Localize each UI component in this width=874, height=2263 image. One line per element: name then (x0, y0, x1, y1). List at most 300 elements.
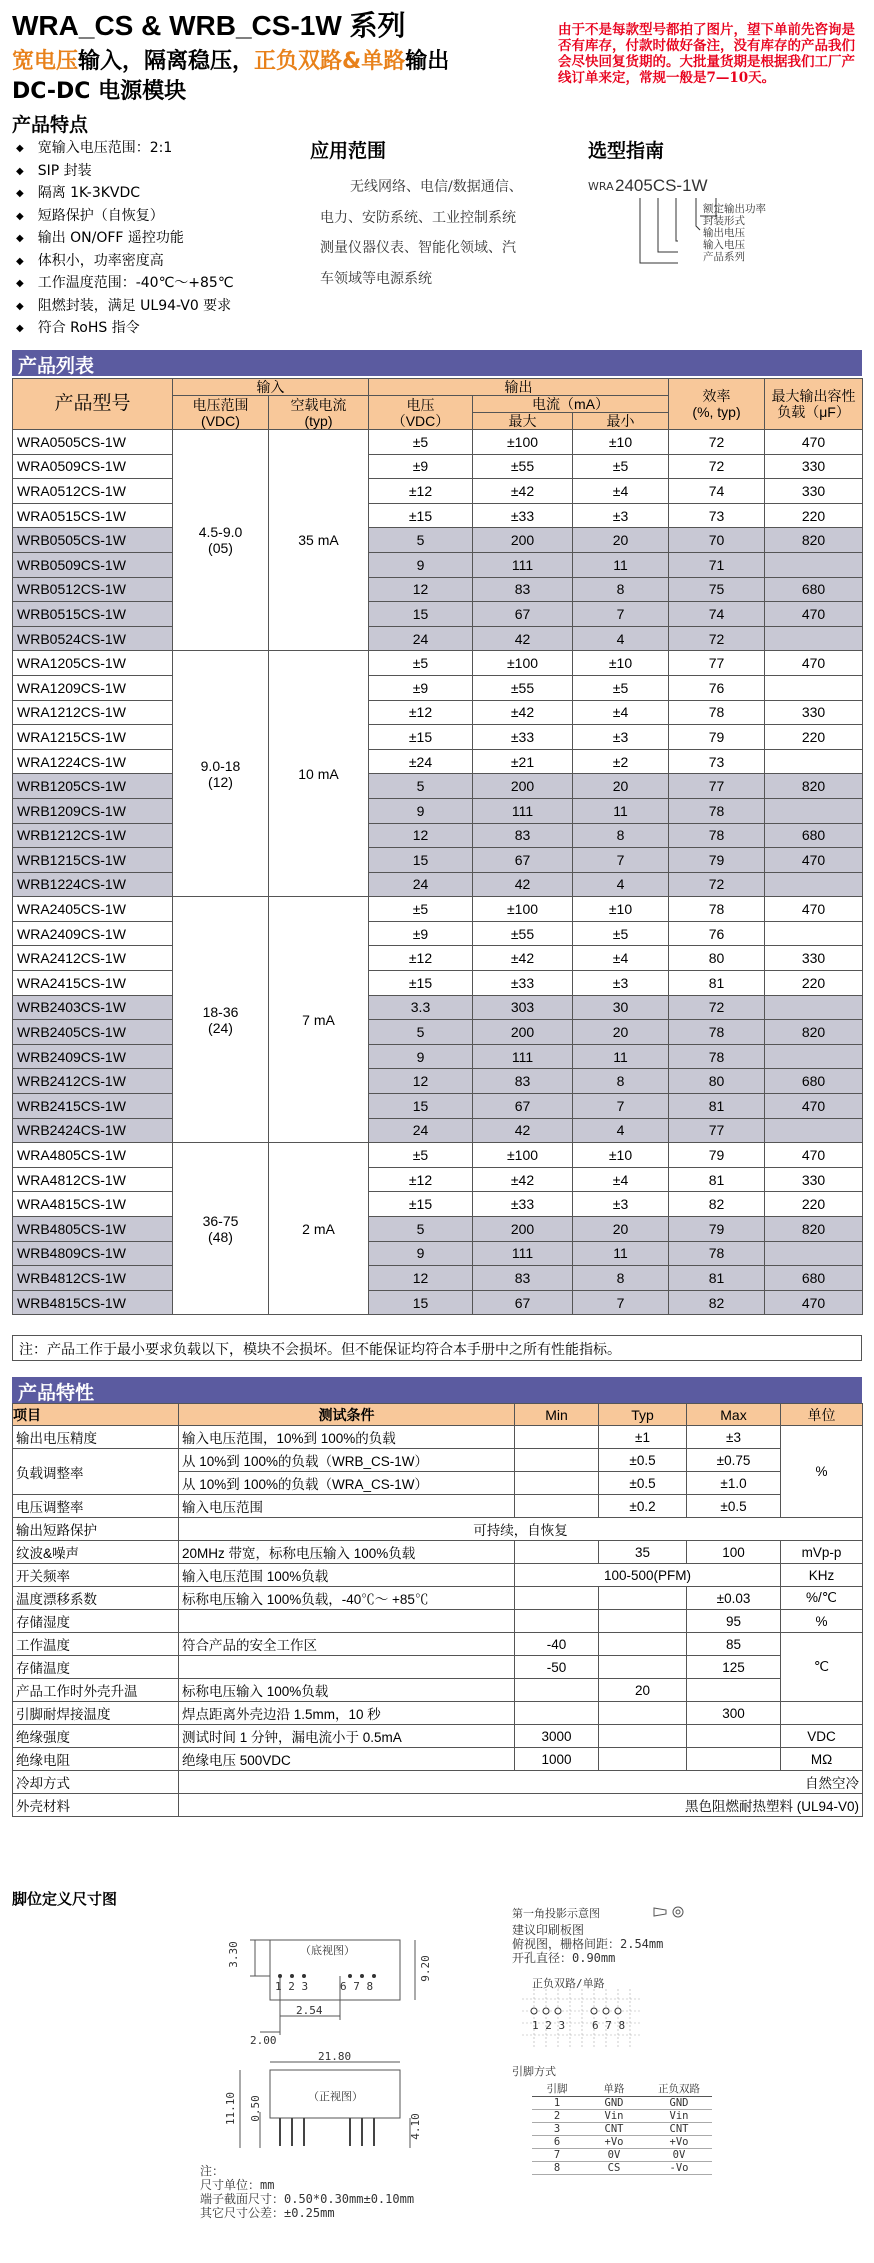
dim-label: 9.20 (418, 1955, 432, 1982)
header-text: 负载（μF） (777, 404, 850, 420)
spec-cell: 引脚耐焊接温度 (13, 1702, 179, 1725)
bottom-view-lines (200, 1920, 460, 2050)
product-cell: 220 (765, 1192, 863, 1217)
product-cell: 220 (765, 725, 863, 750)
product-cell: 71 (669, 552, 765, 577)
product-cell: 75 (669, 577, 765, 602)
spec-col: Min (515, 1404, 599, 1426)
product-row (13, 971, 863, 996)
product-cell: 80 (669, 1069, 765, 1094)
product-row (13, 577, 863, 602)
spec-row (13, 1610, 863, 1633)
vrange-text: 4.5-9.0 (198, 524, 243, 541)
product-cell: WRB2409CS-1W (13, 1044, 173, 1069)
spec-cell: ±1 (599, 1426, 687, 1449)
spec-cell: 300 (687, 1702, 781, 1725)
product-cell: ±12 (369, 700, 473, 725)
header-text: 最大输出容性 (771, 388, 856, 404)
product-cell: WRB2405CS-1W (13, 1020, 173, 1045)
product-cell: 820 (765, 774, 863, 799)
product-cell: 78 (669, 1044, 765, 1069)
pin-col: 正负双路 (646, 2081, 712, 2097)
product-cell: 4 (573, 872, 669, 897)
spec-cell: 黑色阻燃耐热塑料 (UL94-V0) (179, 1794, 863, 1817)
product-row (13, 430, 863, 455)
product-cell: WRA4812CS-1W (13, 1167, 173, 1192)
product-row (13, 1217, 863, 1242)
dim-label: 11.10 (224, 2091, 238, 2126)
product-cell: WRB2412CS-1W (13, 1069, 173, 1094)
selection-prefix: WRA (588, 180, 614, 193)
product-cell: 330 (765, 1167, 863, 1192)
spec-row (13, 1518, 863, 1541)
product-cell: 12 (369, 1069, 473, 1094)
header-text: 效率 (702, 388, 731, 404)
product-cell: 8 (573, 577, 669, 602)
feature-item: ◆ 短路保护（自恢复） (16, 206, 234, 229)
product-cell: 8 (573, 823, 669, 848)
product-cell: 20 (573, 774, 669, 799)
feature-item: ◆ 宽输入电压范围：2:1 (16, 138, 234, 161)
product-cell: ±12 (369, 946, 473, 971)
pin-method-label: 引脚方式 (512, 2065, 556, 2078)
spec-row (13, 1748, 863, 1771)
product-cell: 78 (669, 823, 765, 848)
product-cell: 72 (669, 430, 765, 455)
product-cell: 67 (473, 1290, 573, 1315)
subtitle-part: 宽电压 (12, 49, 79, 74)
product-cell: ±55 (473, 675, 573, 700)
product-cell: ±2 (573, 749, 669, 774)
feature-item: ◆ 体积小，功率密度高 (16, 251, 234, 274)
product-cell: 220 (765, 503, 863, 528)
spec-cell: 标称电压输入 100%负载 (179, 1679, 515, 1702)
spec-cell: 35 (599, 1541, 687, 1564)
pin-cell: 0V (582, 2149, 646, 2162)
spec-cell: 外壳材料 (13, 1794, 179, 1817)
application-line: 车领域等电源系统 (320, 270, 432, 287)
product-cell: 24 (369, 1118, 473, 1143)
voltage-range-cell (173, 897, 269, 1143)
spec-row (13, 1587, 863, 1610)
product-row (13, 749, 863, 774)
feature-item: ◆ 符合 RoHS 指令 (16, 318, 234, 341)
product-cell: 12 (369, 577, 473, 602)
spec-row (13, 1702, 863, 1725)
spec-col: 单位 (781, 1404, 863, 1426)
product-cell (765, 995, 863, 1020)
subtitle-part: 输入，隔离稳压， (78, 49, 255, 74)
spec-cell: 自然空冷 (179, 1771, 863, 1794)
spec-cell: ±0.5 (599, 1449, 687, 1472)
product-row (13, 1044, 863, 1069)
product-cell: WRB4809CS-1W (13, 1241, 173, 1266)
dim-label: 4.10 (408, 2113, 422, 2140)
product-cell: 470 (765, 430, 863, 455)
pcb-text: 俯视图，栅格间距：2.54mm (512, 1937, 664, 1951)
product-cell (765, 872, 863, 897)
vrange-nominal: (48) (208, 1228, 233, 1245)
product-cell: 5 (369, 1217, 473, 1242)
spec-cell: 3000 (515, 1725, 599, 1748)
product-row (13, 626, 863, 651)
product-row (13, 1118, 863, 1143)
selection-model: 2405CS-1W (615, 176, 708, 195)
product-cell: ±5 (369, 651, 473, 676)
spec-cell: 85 (687, 1633, 781, 1656)
spec-col: 测试条件 (179, 1404, 515, 1426)
product-cell: WRA0512CS-1W (13, 479, 173, 504)
product-cell: WRA2415CS-1W (13, 971, 173, 996)
product-cell: 20 (573, 1217, 669, 1242)
features-heading: 产品特点 (12, 114, 89, 136)
product-cell (765, 552, 863, 577)
spec-row (13, 1541, 863, 1564)
product-row (13, 823, 863, 848)
product-cell: WRA0505CS-1W (13, 430, 173, 455)
subtitle (12, 44, 449, 75)
product-row (13, 798, 863, 823)
product-cell: 79 (669, 848, 765, 873)
dim-label: 0.50 (248, 2095, 262, 2122)
spec-cell: 95 (687, 1610, 781, 1633)
product-cell: 70 (669, 528, 765, 553)
product-cell: WRA2412CS-1W (13, 946, 173, 971)
spec-cell: -50 (515, 1656, 599, 1679)
product-cell: 220 (765, 971, 863, 996)
spec-row (13, 1495, 863, 1518)
spec-cell: 20MHz 带宽，标称电压输入 100%负载 (179, 1541, 515, 1564)
product-cell: 78 (669, 1241, 765, 1266)
spec-col: Typ (599, 1404, 687, 1426)
col-current-max: 最大 (473, 413, 573, 430)
noload-current-cell: 2 mA (269, 1143, 369, 1315)
product-cell: WRB0505CS-1W (13, 528, 173, 553)
product-row (13, 479, 863, 504)
spec-cell: 输入电压范围，10%到 100%的负载 (179, 1426, 515, 1449)
spec-cell: 100-500(PFM) (515, 1564, 781, 1587)
pin-cell: 3 (532, 2123, 582, 2136)
col-voltage-range (173, 396, 269, 430)
spec-cell: 工作温度 (13, 1633, 179, 1656)
spec-cell: 产品工作时外壳升温 (13, 1679, 179, 1702)
subtitle-part: 正负双路&单路 (254, 49, 406, 74)
spec-cell: 符合产品的安全工作区 (179, 1633, 515, 1656)
dim-label: 2.00 (250, 2034, 277, 2047)
product-cell: 303 (473, 995, 573, 1020)
product-cell: ±10 (573, 651, 669, 676)
product-cell: 7 (573, 602, 669, 627)
product-cell: ±3 (573, 725, 669, 750)
spec-row (13, 1633, 863, 1656)
product-cell: 4 (573, 1118, 669, 1143)
product-cell: 20 (573, 528, 669, 553)
col-current-min: 最小 (573, 413, 669, 430)
spec-cell (515, 1541, 599, 1564)
product-cell: 74 (669, 602, 765, 627)
product-cell: WRB0509CS-1W (13, 552, 173, 577)
product-cell: 5 (369, 1020, 473, 1045)
product-cell: WRA2409CS-1W (13, 921, 173, 946)
product-cell (765, 626, 863, 651)
spec-cell: 开关频率 (13, 1564, 179, 1587)
vrange-nominal: (24) (208, 1019, 233, 1036)
product-cell: 11 (573, 552, 669, 577)
pcb-text: 建议印刷板图 (512, 1923, 585, 1937)
pin-cell: 7 (532, 2149, 582, 2162)
spec-cell: 测试时间 1 分钟，漏电流小于 0.5mA (179, 1725, 515, 1748)
product-cell: 15 (369, 1094, 473, 1119)
subtitle-part: 输出 (405, 49, 450, 74)
pin-cell: -Vo (646, 2162, 712, 2175)
product-row (13, 1143, 863, 1168)
pin-row (532, 2136, 712, 2149)
dim-note: 注： (200, 2164, 225, 2178)
product-cell: ±100 (473, 651, 573, 676)
spec-cell (599, 1656, 687, 1679)
product-cell: WRB0515CS-1W (13, 602, 173, 627)
product-row (13, 1094, 863, 1119)
spec-cell: 输入电压范围 100%负载 (179, 1564, 515, 1587)
projection-symbol-icon (652, 1905, 692, 1919)
product-cell (765, 798, 863, 823)
product-row (13, 1290, 863, 1315)
product-cell: ±9 (369, 454, 473, 479)
product-cell: 470 (765, 651, 863, 676)
product-cell: 15 (369, 848, 473, 873)
spec-cell: KHz (781, 1564, 863, 1587)
spec-cell (179, 1656, 515, 1679)
spec-cell: 电压调整率 (13, 1495, 179, 1518)
product-cell: ±42 (473, 946, 573, 971)
product-cell: 72 (669, 626, 765, 651)
product-row (13, 602, 863, 627)
pin-numbers: 6 7 8 (340, 1980, 374, 1993)
spec-cell: 从 10%到 100%的负载（WRA_CS-1W） (179, 1472, 515, 1495)
application-text (320, 172, 560, 294)
product-cell: WRB1205CS-1W (13, 774, 173, 799)
product-cell: WRB0512CS-1W (13, 577, 173, 602)
header-text: (typ) (304, 412, 333, 429)
spec-cell: 输出电压精度 (13, 1426, 179, 1449)
product-cell: 73 (669, 749, 765, 774)
product-cell: 820 (765, 1020, 863, 1045)
spec-cell (515, 1495, 599, 1518)
product-cell: 67 (473, 602, 573, 627)
vrange-nominal: (12) (208, 773, 233, 790)
dim-note: 端子截面尺寸：0.50*0.30mm±0.10mm (200, 2192, 415, 2206)
product-cell: 330 (765, 946, 863, 971)
product-cell: 200 (473, 528, 573, 553)
spec-cell: 绝缘电阻 (13, 1748, 179, 1771)
product-row (13, 1020, 863, 1045)
spec-row (13, 1725, 863, 1748)
spec-cell (515, 1587, 599, 1610)
spec-row (13, 1426, 863, 1449)
spec-cell: ±0.75 (687, 1449, 781, 1472)
spec-cell (515, 1472, 599, 1495)
product-cell: WRB2403CS-1W (13, 995, 173, 1020)
spec-cell: MΩ (781, 1748, 863, 1771)
pin-cell: GND (646, 2097, 712, 2110)
spec-col: Max (687, 1404, 781, 1426)
product-cell: 8 (573, 1266, 669, 1291)
spec-cell: ±1.0 (687, 1472, 781, 1495)
spec-row (13, 1679, 863, 1702)
selection-label: 额定输出功率 (703, 203, 766, 215)
product-cell: 74 (669, 479, 765, 504)
product-cell: 78 (669, 1020, 765, 1045)
spec-cell: 标称电压输入 100%负载，-40℃～ +85℃ (179, 1587, 515, 1610)
product-cell: 680 (765, 823, 863, 848)
product-row (13, 921, 863, 946)
product-cell: 78 (669, 798, 765, 823)
product-cell: 72 (669, 872, 765, 897)
product-cell: 79 (669, 725, 765, 750)
product-cell: ±4 (573, 1167, 669, 1192)
product-cell: 72 (669, 454, 765, 479)
product-cell: ±15 (369, 503, 473, 528)
product-cell: WRB4805CS-1W (13, 1217, 173, 1242)
product-cell: ±42 (473, 479, 573, 504)
bottom-view-label: （底视图） (300, 1944, 355, 1957)
spec-cell: 冷却方式 (13, 1771, 179, 1794)
product-cell: ±24 (369, 749, 473, 774)
spec-cell: 125 (687, 1656, 781, 1679)
feature-item: ◆ 阻燃封装，满足 UL94-V0 要求 (16, 296, 234, 319)
product-row (13, 1069, 863, 1094)
dim-label: 2.54 (296, 2004, 323, 2017)
product-cell: 80 (669, 946, 765, 971)
spec-cell (687, 1725, 781, 1748)
pin-cell: CS (582, 2162, 646, 2175)
pcb-and-pin-section (512, 1905, 842, 2245)
product-cell: WRA1224CS-1W (13, 749, 173, 774)
vrange-text: 9.0-18 (200, 757, 241, 774)
spec-cell (515, 1426, 599, 1449)
spec-cell: -40 (515, 1633, 599, 1656)
product-cell: 7 (573, 1094, 669, 1119)
selection-label: 输入电压 (703, 239, 745, 251)
dimension-notes (200, 2164, 414, 2220)
product-cell: 9 (369, 1241, 473, 1266)
product-cell: ±10 (573, 897, 669, 922)
product-cell: ±5 (573, 675, 669, 700)
spec-cell: 输出短路保护 (13, 1518, 179, 1541)
dim-note: 尺寸单位：mm (200, 2178, 275, 2192)
product-cell: 820 (765, 1217, 863, 1242)
product-cell: 83 (473, 823, 573, 848)
pin-cell: 2 (532, 2110, 582, 2123)
product-cell: 12 (369, 823, 473, 848)
selection-label: 封装形式 (703, 215, 745, 227)
product-cell: ±3 (573, 503, 669, 528)
product-cell (765, 749, 863, 774)
product-cell: 81 (669, 1266, 765, 1291)
product-cell: WRA4805CS-1W (13, 1143, 173, 1168)
product-cell: ±55 (473, 921, 573, 946)
product-cell: 81 (669, 971, 765, 996)
col-model: 产品型号 (13, 379, 173, 430)
vrange-text: 18-36 (202, 1003, 239, 1020)
product-cell: WRB0524CS-1W (13, 626, 173, 651)
product-cell: ±15 (369, 971, 473, 996)
product-cell: 42 (473, 626, 573, 651)
product-row (13, 1192, 863, 1217)
product-cell: ±5 (573, 921, 669, 946)
dim-label: 3.30 (226, 1941, 240, 1968)
product-cell: 4 (573, 626, 669, 651)
product-cell: 111 (473, 552, 573, 577)
product-cell: 9 (369, 552, 473, 577)
product-cell: 24 (369, 872, 473, 897)
product-cell: ±33 (473, 1192, 573, 1217)
spec-cell: % (781, 1610, 863, 1633)
product-cell: WRB1215CS-1W (13, 848, 173, 873)
product-cell: 470 (765, 1094, 863, 1119)
spec-row (13, 1449, 863, 1472)
col-noload (269, 396, 369, 430)
spec-cell: ±0.5 (687, 1495, 781, 1518)
spec-cell: 从 10%到 100%的负载（WRB_CS-1W） (179, 1449, 515, 1472)
pin-definition-heading: 脚位定义尺寸图 (12, 1890, 118, 1908)
product-row (13, 1167, 863, 1192)
product-cell: ±42 (473, 700, 573, 725)
spec-cell: ±0.03 (687, 1587, 781, 1610)
product-cell: 79 (669, 1217, 765, 1242)
selection-heading: 选型指南 (588, 140, 665, 162)
col-capacitive (765, 379, 863, 430)
feature-item: ◆ 隔离 1K-3KVDC (16, 183, 234, 206)
product-cell: ±10 (573, 430, 669, 455)
product-row (13, 651, 863, 676)
product-cell: 3.3 (369, 995, 473, 1020)
product-cell: 12 (369, 1266, 473, 1291)
product-cell: ±4 (573, 946, 669, 971)
spec-cell (515, 1679, 599, 1702)
spec-cell (599, 1702, 687, 1725)
product-cell: 7 (573, 848, 669, 873)
header-text: 空载电流 (290, 396, 347, 413)
product-cell: 15 (369, 602, 473, 627)
spec-cell: % (781, 1426, 863, 1518)
product-cell: WRB2424CS-1W (13, 1118, 173, 1143)
product-cell: ±21 (473, 749, 573, 774)
product-list-banner: 产品列表 (12, 350, 862, 376)
product-cell: 82 (669, 1290, 765, 1315)
product-cell: 470 (765, 1143, 863, 1168)
spec-cell (687, 1679, 781, 1702)
product-row (13, 675, 863, 700)
product-cell: 81 (669, 1167, 765, 1192)
feature-item: ◆ 输出 ON/OFF 遥控功能 (16, 228, 234, 251)
product-cell: 11 (573, 798, 669, 823)
col-out-voltage (369, 396, 473, 430)
product-row (13, 946, 863, 971)
specs-banner: 产品特性 (12, 1377, 862, 1403)
product-cell: WRB2415CS-1W (13, 1094, 173, 1119)
feature-item: ◆ 工作温度范围：-40℃～+85℃ (16, 273, 234, 296)
pin-table (532, 2081, 712, 2175)
selection-label: 产品系列 (703, 251, 745, 263)
product-cell: 200 (473, 1020, 573, 1045)
product-cell: 81 (669, 1094, 765, 1119)
front-view-label: （正视图） (308, 2090, 363, 2103)
product-cell: WRA0509CS-1W (13, 454, 173, 479)
product-cell: ±9 (369, 675, 473, 700)
product-cell: 200 (473, 774, 573, 799)
spec-cell: %/℃ (781, 1587, 863, 1610)
